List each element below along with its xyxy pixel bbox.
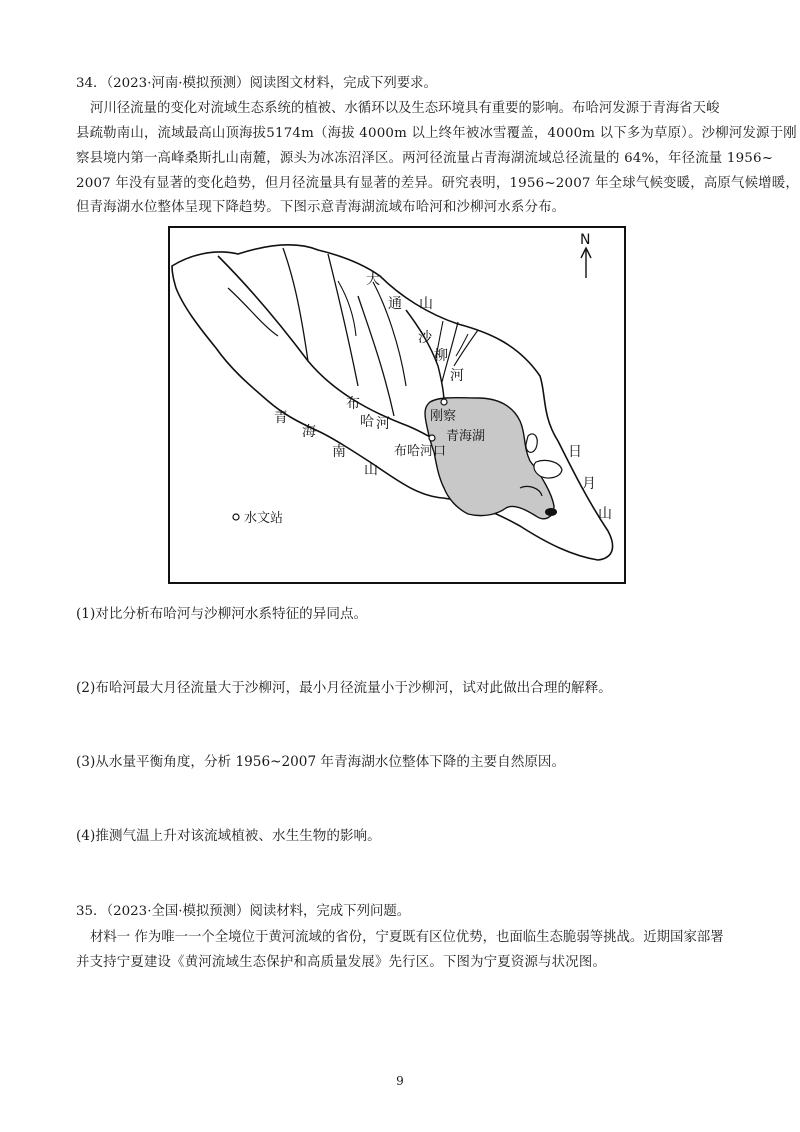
question-34-header: 34．（2023·河南·模拟预测）阅读图文材料，完成下列要求。 <box>76 76 437 91</box>
label-ri: 日 <box>568 444 582 460</box>
label-gangcha: 刚察 <box>430 409 457 424</box>
q34-paragraph-line-2: 县疏勒南山，流域最高山顶海拔5174m（海拔 4000m 以上终年被冰雪覆盖，4000m 以下多为草原）。沙柳河发源于刚 <box>76 126 797 141</box>
q34-subquestion-4: (4)推测气温上升对该流域植被、水生生物的影响。 <box>76 828 381 844</box>
label-shan-2: 山 <box>364 462 378 478</box>
label-nan: 南 <box>332 444 346 460</box>
label-ha: 哈 <box>360 414 374 430</box>
map-border <box>169 227 625 583</box>
small-lake-1 <box>526 434 537 452</box>
label-liu: 柳 <box>434 348 448 364</box>
q34-paragraph-line-4: 2007 年没有显著的变化趋势，但月径流量具有显著的差异。研究表明，1956~2007 年全球气候变暖，高原气候增暖， <box>76 176 799 191</box>
q34-subquestion-3: (3)从水量平衡角度，分析 1956~2007 年青海湖水位整体下降的主要自然原因。 <box>76 754 566 770</box>
label-da: 大 <box>366 272 380 288</box>
q35-paragraph-line-1: 材料一 作为唯一一个全境位于黄河流域的省份，宁夏既有区位优势，也面临生态脆弱等挑战。近期国家部署 <box>90 930 724 945</box>
q34-subquestion-1: (1)对比分析布哈河与沙柳河水系特征的异同点。 <box>76 606 368 622</box>
q34-paragraph-line-3: 察县境内第一高峰桑斯扎山南麓，源头为冰冻沼泽区。两河径流量占青海湖流域总径流量的 64%，年径流量 1956~ <box>76 151 774 166</box>
q34-paragraph-line-5: 但青海湖水位整体呈现下降趋势。下图示意青海湖流域布哈河和沙柳河水系分布。 <box>76 200 566 215</box>
qinghai-lake-basin-map <box>168 226 626 584</box>
page-number: 9 <box>396 1074 404 1088</box>
label-qinghaihu: 青海湖 <box>446 429 486 444</box>
q34-subquestion-2: (2)布哈河最大月径流量大于沙柳河，最小月径流量小于沙柳河，试对此做出合理的解释。 <box>76 680 612 696</box>
q34-paragraph-line-1: 河川径流量的变化对流域生态系统的植被、水循环以及生态环境具有重要的影响。布哈河发源于青海省天峻 <box>90 101 720 116</box>
label-sha: 沙 <box>418 330 432 346</box>
label-tong: 通 <box>388 296 402 312</box>
label-he-1: 河 <box>450 368 464 384</box>
q35-paragraph-line-2: 并支持宁夏建设《黄河流域生态保护和高质量发展》先行区。下图为宁夏资源与状况图。 <box>76 955 607 970</box>
label-hai: 海 <box>302 424 316 440</box>
label-shan-3: 山 <box>598 506 612 522</box>
label-he-2: 河 <box>376 416 390 432</box>
legend-station-label: 水文站 <box>244 511 284 526</box>
legend-station-symbol <box>233 514 239 520</box>
buhahekou-station-marker <box>429 435 435 441</box>
label-shan-1: 山 <box>419 296 433 312</box>
label-yue: 月 <box>582 476 596 492</box>
lake-outlet-marker <box>545 508 557 516</box>
north-label: N <box>580 232 591 248</box>
label-qing: 青 <box>274 410 288 426</box>
gangcha-station-marker <box>441 399 447 405</box>
label-buhahekou: 布哈河口 <box>394 444 447 459</box>
question-35-header: 35．（2023·全国·模拟预测）阅读材料，完成下列问题。 <box>76 904 411 919</box>
label-bu: 布 <box>346 396 360 412</box>
